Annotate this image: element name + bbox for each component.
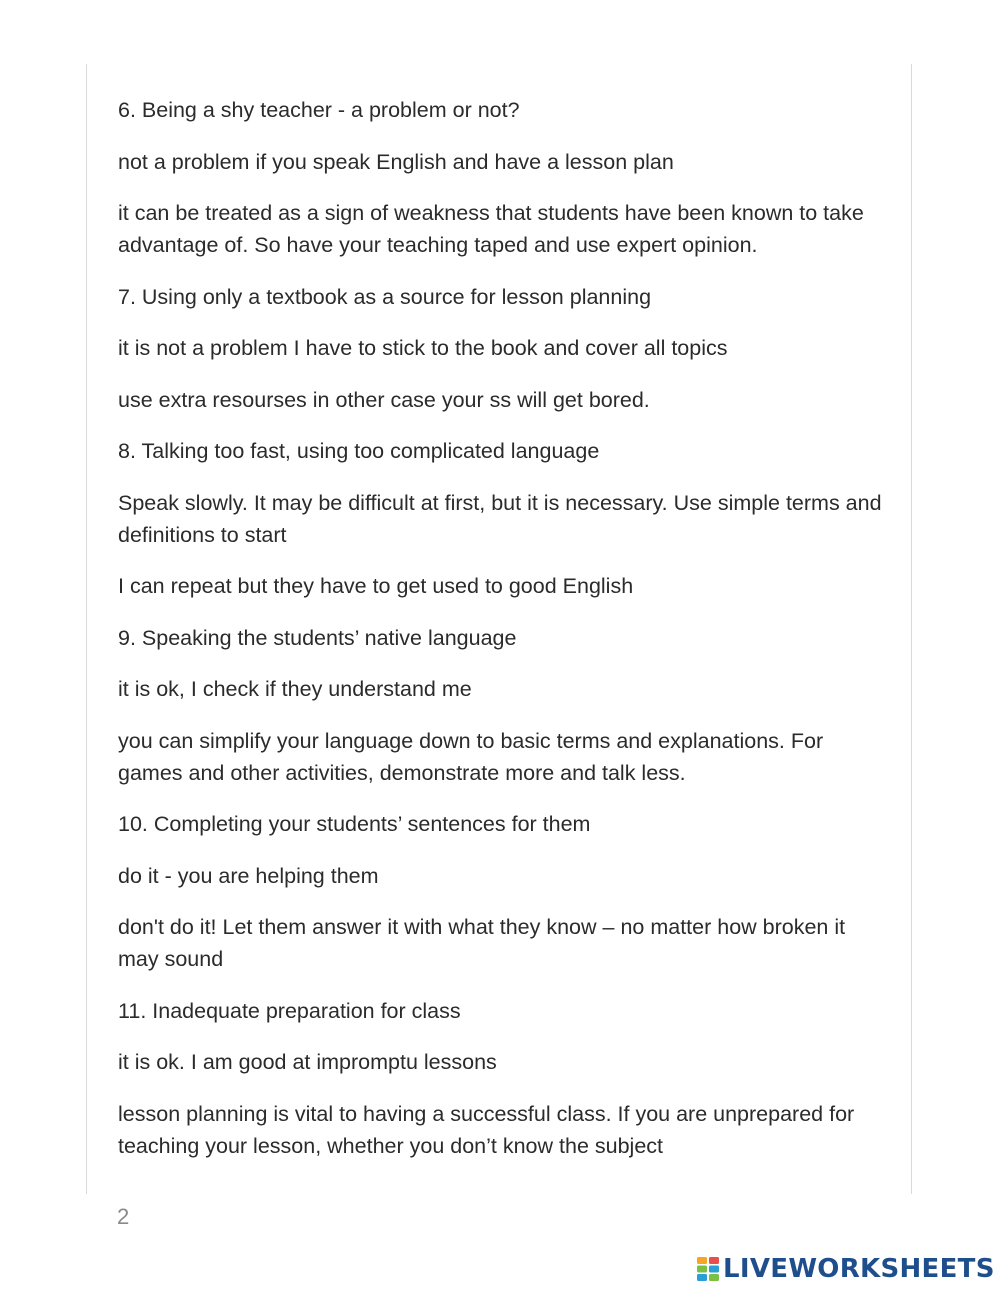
- answer-option[interactable]: I can repeat but they have to get used to good English: [118, 574, 634, 598]
- answer-option[interactable]: it can be treated as a sign of weakness that students have been known to take advantage of. So have your teaching taped and use expert opinion.: [118, 201, 864, 257]
- question-10: 10. Completing your students’ sentences for them: [118, 812, 591, 836]
- answer-option[interactable]: Speak slowly. It may be difficult at first, but it is necessary. Use simple terms and definitions to start: [118, 490, 882, 547]
- question-7: 7. Using only a textbook as a source for lesson planning: [118, 284, 652, 309]
- answer-option[interactable]: use extra resourses in other case your ss will get bored.: [118, 387, 650, 412]
- brand-footer[interactable]: [697, 1252, 995, 1286]
- answer-option[interactable]: it is ok. I am good at impromptu lessons: [118, 1050, 497, 1074]
- question-11: 11. Inadequate preparation for class: [118, 998, 461, 1023]
- liveworksheets-logo-icon: [697, 1257, 719, 1281]
- question-9: 9. Speaking the students’ native language: [118, 625, 517, 650]
- answer-option[interactable]: it is not a problem I have to stick to the book and cover all topics: [118, 336, 728, 360]
- answer-option[interactable]: not a problem if you speak English and have a lesson plan: [118, 149, 674, 174]
- answer-option[interactable]: it is ok, I check if they understand me: [118, 677, 472, 701]
- brand-name: LIVEWORKSHEETS: [723, 1254, 995, 1284]
- document-body: [118, 94, 888, 1181]
- question-6: 6. Being a shy teacher - a problem or not?: [118, 98, 520, 122]
- answer-option[interactable]: do it - you are helping them: [118, 863, 379, 888]
- answer-option[interactable]: don't do it! Let them answer it with what they know – no matter how broken it may sound: [118, 915, 846, 971]
- page-right-border: [911, 64, 912, 1194]
- answer-option[interactable]: lesson planning is vital to having a successful class. If you are unprepared for teaching your lesson, whether you don’t know the subject: [118, 1101, 855, 1158]
- page-left-border: [86, 64, 87, 1194]
- answer-option[interactable]: you can simplify your language down to basic terms and explanations. For games and other activities, demonstrate more and talk less.: [118, 728, 824, 785]
- question-8: 8. Talking too fast, using too complicated language: [118, 439, 600, 463]
- page-number: 2: [117, 1204, 130, 1229]
